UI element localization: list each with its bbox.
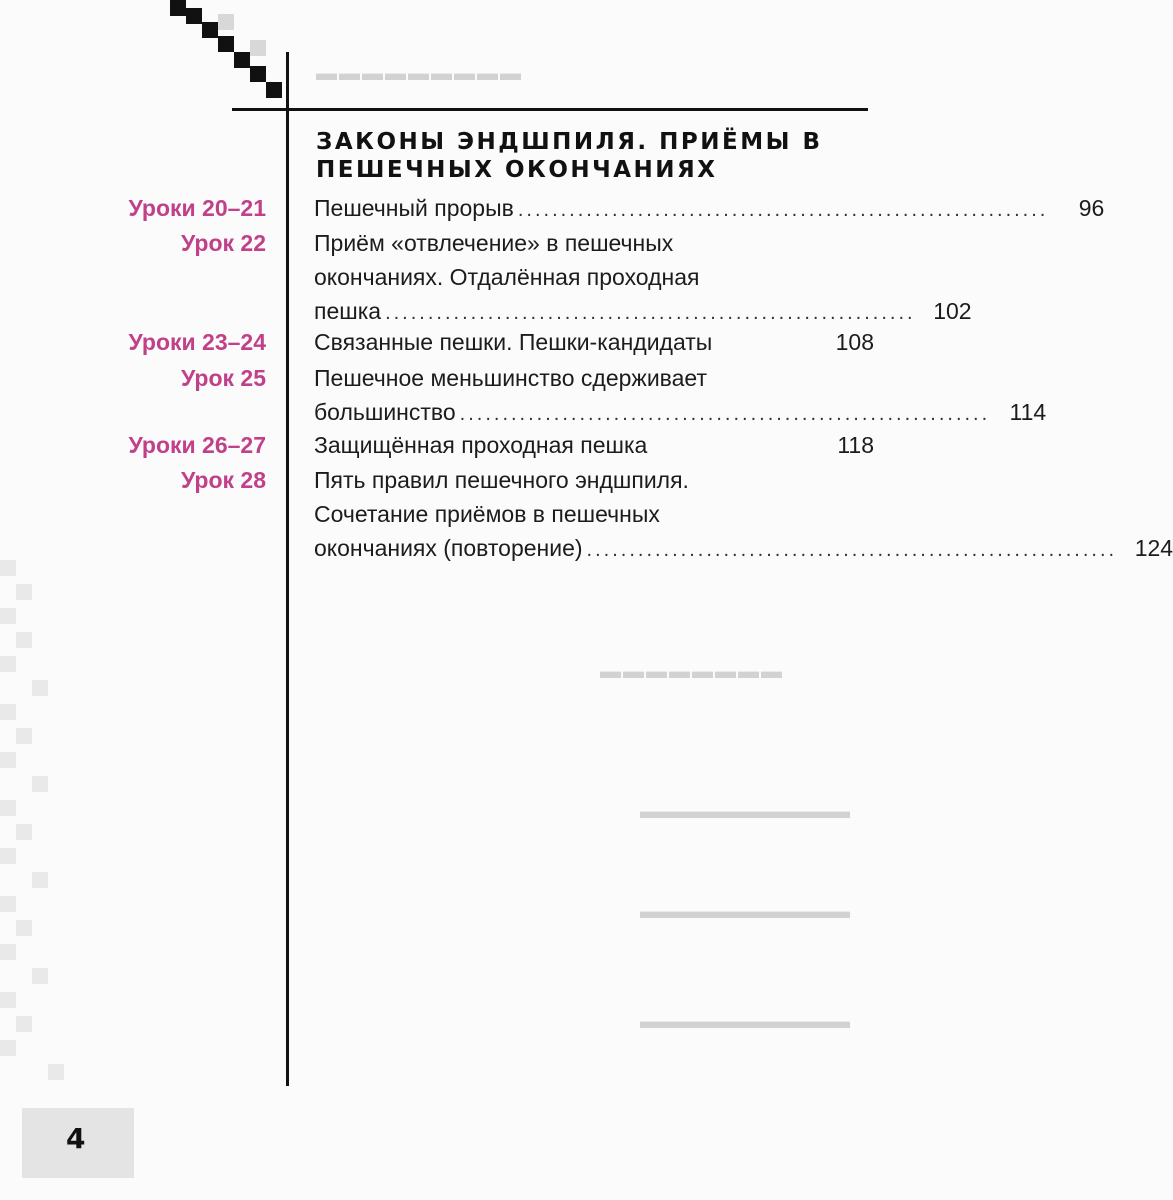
column-rule xyxy=(286,52,289,1086)
lesson-label: Урок 25 xyxy=(180,365,266,391)
checker-decoration-top xyxy=(0,0,300,110)
entry-title: Пешечное меньшинство сдерживает большинство .............................................................. 114 xyxy=(314,361,874,431)
page-number: 102 xyxy=(933,298,972,324)
bleed-through-text: ▬▬▬▬▬▬▬▬▬▬ xyxy=(640,800,850,823)
entry-title: Защищённая проходная пешка 118 xyxy=(314,428,874,462)
lesson-label: Уроки 26–27 xyxy=(128,432,266,458)
bleed-through-text: ▬▬▬▬▬▬▬▬▬ xyxy=(316,62,523,85)
section-title: ЗАКОНЫ ЭНДШПИЛЯ. ПРИЁМЫ В ПЕШЕЧНЫХ ОКОНЧАНИЯХ xyxy=(316,129,823,183)
lesson-label: Урок 22 xyxy=(180,230,266,256)
page-number: 96 xyxy=(1078,195,1105,221)
bleed-through-text: ▬▬▬▬▬▬▬▬▬▬ xyxy=(640,900,850,923)
header-rule xyxy=(232,108,868,111)
entry-title: Приём «отвлечение» в пешечных окончаниях. Отдалённая проходная пешка .............................................................. 102 xyxy=(314,226,874,330)
page-number: 114 xyxy=(1009,399,1047,425)
bleed-through-text: ▬▬▬▬▬▬▬▬ xyxy=(600,660,784,683)
checker-decoration-left xyxy=(0,560,110,1120)
page-number: 118 xyxy=(837,432,874,458)
bleed-through-text: ▬▬▬▬▬▬▬▬▬▬ xyxy=(640,1010,850,1033)
page-number-label: 4 xyxy=(66,1122,86,1155)
lesson-label: Урок 28 xyxy=(180,467,266,493)
entry-title: Пять правил пешечного эндшпиля. Сочетание приёмов в пешечных окончаниях (повторение) .............................................................. 124 xyxy=(314,463,874,567)
page-number-badge xyxy=(22,1108,134,1178)
page-number: 108 xyxy=(835,329,874,355)
page-number: 124 xyxy=(1134,535,1173,561)
lesson-label: Уроки 20–21 xyxy=(128,195,266,221)
entry-title: Связанные пешки. Пешки-кандидаты 108 xyxy=(314,325,874,359)
lesson-label: Уроки 23–24 xyxy=(128,329,266,355)
entry-title: Пешечный прорыв .............................................................. 96 xyxy=(314,191,874,227)
